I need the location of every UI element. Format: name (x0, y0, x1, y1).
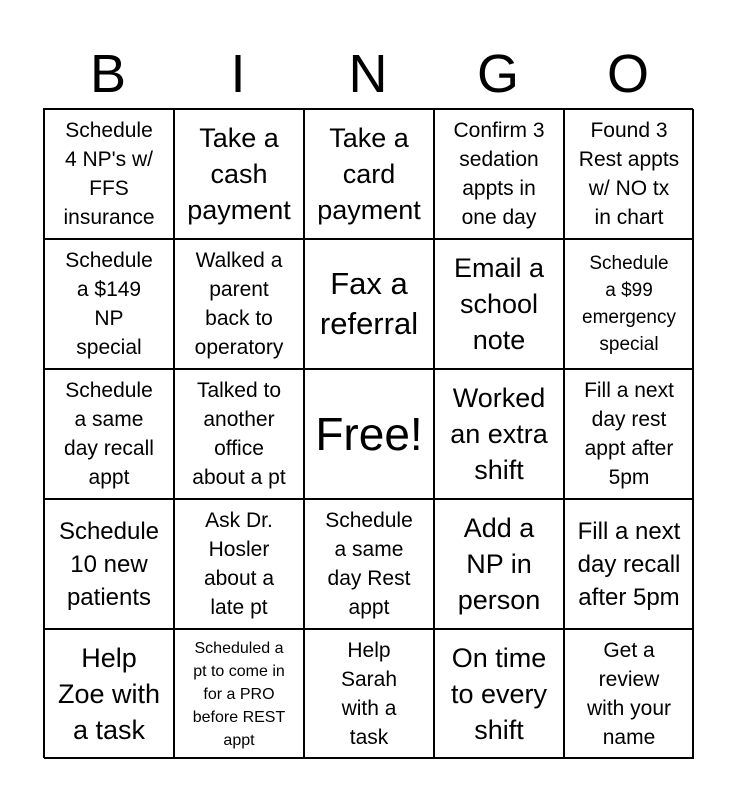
bingo-cell-r5-c4[interactable] (434, 629, 564, 759)
bingo-cell-r4-c2[interactable] (174, 499, 304, 629)
cell-label: Help Sarah with a task (340, 639, 398, 749)
free-space-label: Free! (315, 408, 423, 460)
bingo-cell-r4-c5[interactable] (564, 499, 694, 629)
bingo-cell-r3-c1[interactable] (44, 369, 174, 499)
cell-label: Schedule 4 NP's w/ FFS insurance (63, 119, 155, 229)
cell-label: Worked an extra shift (450, 383, 548, 485)
bingo-cell-r3-c2[interactable] (174, 369, 304, 499)
cell-label: Confirm 3 sedation appts in one day (453, 119, 545, 229)
bingo-cell-r5-c2[interactable] (174, 629, 304, 759)
cell-label: Ask Dr. Hosler about a late pt (203, 509, 275, 619)
bingo-card-grid (43, 108, 693, 758)
cell-label: Take a cash payment (187, 123, 291, 225)
bingo-header (43, 38, 693, 110)
header-letter-g: G (476, 44, 519, 104)
cell-label: On time to every shift (450, 643, 548, 745)
bingo-cell-r2-c4[interactable] (434, 239, 564, 369)
cell-label: Take a card payment (317, 123, 421, 225)
cell-label: Get a review with your name (586, 639, 672, 749)
cell-label: Schedule a same day recall appt (64, 379, 154, 489)
bingo-cell-r5-c3[interactable] (304, 629, 434, 759)
bingo-cell-r1-c3[interactable] (304, 109, 434, 239)
bingo-cell-r5-c5[interactable] (564, 629, 694, 759)
cell-label: Walked a parent back to operatory (194, 249, 284, 359)
header-letter-n: N (348, 44, 388, 104)
bingo-cell-r1-c4[interactable] (434, 109, 564, 239)
bingo-cell-r1-c5[interactable] (564, 109, 694, 239)
header-letter-b: B (89, 44, 127, 104)
cell-label: Schedule a $99 emergency special (582, 253, 676, 355)
cell-label: Add a NP in person (457, 513, 541, 615)
cell-label: Fax a referral (319, 266, 419, 341)
cell-label: Schedule a same day Rest appt (325, 509, 413, 619)
bingo-cell-r4-c1[interactable] (44, 499, 174, 629)
bingo-cell-r2-c5[interactable] (564, 239, 694, 369)
cell-label: Found 3 Rest appts w/ NO tx in chart (578, 119, 680, 229)
header-letter-o: O (606, 44, 649, 104)
bingo-cell-r4-c4[interactable] (434, 499, 564, 629)
bingo-cell-r3-c5[interactable] (564, 369, 694, 499)
cell-label: Fill a next day recall after 5pm (577, 517, 681, 611)
bingo-cell-r1-c1[interactable] (44, 109, 174, 239)
cell-label: Schedule 10 new patients (58, 517, 160, 611)
cell-label: Help Zoe with a task (57, 643, 161, 745)
bingo-cell-r5-c1[interactable] (44, 629, 174, 759)
header-letter-i: I (230, 44, 246, 104)
bingo-cell-r1-c2[interactable] (174, 109, 304, 239)
bingo-cell-r2-c1[interactable] (44, 239, 174, 369)
cell-label: Scheduled a pt to come in for a PRO before REST appt (192, 639, 286, 749)
cell-label: Fill a next day rest appt after 5pm (584, 379, 674, 489)
cell-label: Schedule a $149 NP special (65, 249, 153, 359)
bingo-cell-r4-c3[interactable] (304, 499, 434, 629)
bingo-cell-r2-c2[interactable] (174, 239, 304, 369)
cell-label: Talked to another office about a pt (192, 379, 286, 489)
cell-label: Email a school note (453, 253, 545, 355)
bingo-cell-r3-c4[interactable] (434, 369, 564, 499)
bingo-cell-r3-c3-free-space[interactable] (304, 369, 434, 499)
bingo-cell-r2-c3[interactable] (304, 239, 434, 369)
